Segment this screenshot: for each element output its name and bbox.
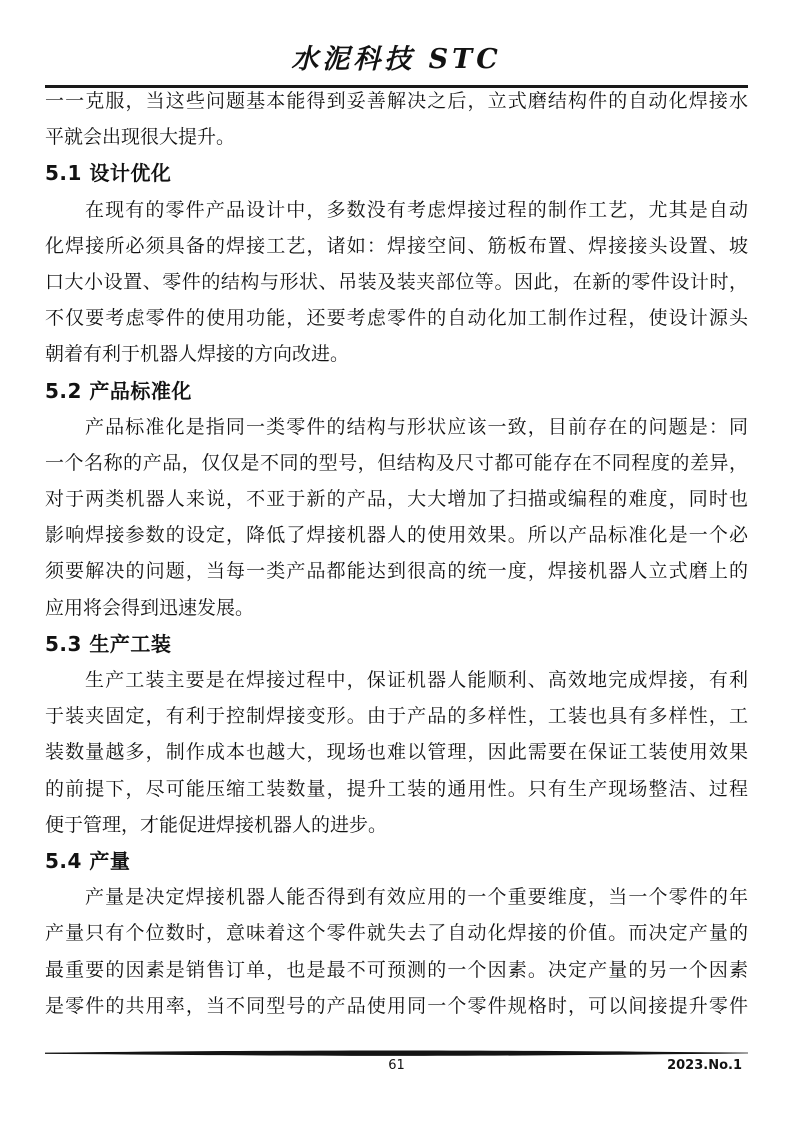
page-number: 61 — [388, 1058, 405, 1073]
paragraph — [45, 192, 748, 373]
text-line: 产量是决定焊接机器人能否得到有效应用的一个重要维度，当一个零件的年 — [85, 886, 748, 909]
paragraph — [45, 662, 748, 843]
text-line: 装数量越多，制作成本也越大，现场也难以管理，因此需要在保证工装使用效果 — [45, 741, 748, 764]
text-line: 是零件的共用率，当不同型号的产品使用同一个零件规格时，可以间接提升零件 — [45, 994, 748, 1017]
text-line: 不仅要考虑零件的使用功能，还要考虑零件的自动化加工制作过程，使设计源头 — [45, 307, 748, 330]
text-line: 一个名称的产品，仅仅是不同的型号，但结构及尺寸都可能存在不同程度的差异， — [45, 451, 748, 474]
text-line: 产品标准化是指同一类零件的结构与形状应该一致，目前存在的问题是：同 — [85, 415, 748, 438]
text-line: 最重要的因素是销售订单，也是最不可预测的一个因素。决定产量的另一个因素 — [45, 958, 748, 981]
text-line: 须要解决的问题，当每一类产品都能达到很高的统一度，焊接机器人立式磨上的 — [45, 560, 748, 583]
page-header — [45, 40, 748, 80]
paragraph — [45, 879, 748, 1024]
section-heading: 5.2 产品标准化 — [45, 378, 192, 403]
text-line: 便于管理，才能促进焊接机器人的进步。 — [45, 813, 388, 836]
text-line: 口大小设置、零件的结构与形状、吊装及装夹部位等。因此，在新的零件设计时， — [45, 270, 748, 293]
text-line: 化焊接所必须具备的焊接工艺，诸如：焊接空间、筋板布置、焊接接头设置、坡 — [45, 234, 748, 257]
page-footer — [45, 1050, 748, 1076]
footer-rule — [45, 1050, 748, 1057]
paragraph — [45, 409, 748, 626]
text-line: 一一克服，当这些问题基本能得到妥善解决之后，立式磨结构件的自动化焊接水 — [45, 90, 748, 112]
text-line: 生产工装主要是在焊接过程中，保证机器人能顺利、高效地完成焊接，有利 — [85, 669, 748, 691]
footer-text-row — [45, 1058, 748, 1076]
text-line: 影响焊接参数的设定，降低了焊接机器人的使用效果。所以产品标准化是一个必 — [45, 524, 748, 547]
paragraph — [45, 83, 748, 155]
journal-title: 水泥科技 STC — [291, 44, 502, 75]
issue-label: 2023.No.1 — [667, 1058, 742, 1073]
document-body — [45, 83, 748, 1024]
text-line: 对于两类机器人来说，不亚于新的产品，大大增加了扫描或编程的难度，同时也 — [45, 488, 748, 511]
text-line: 应用将会得到迅速发展。 — [45, 596, 255, 619]
text-line: 产量只有个位数时，意味着这个零件就失去了自动化焊接的价值。而决定产量的 — [45, 922, 748, 945]
section-heading: 5.1 设计优化 — [45, 161, 172, 186]
text-line: 于装夹固定，有利于控制焊接变形。由于产品的多样性，工装也具有多样性，工 — [45, 705, 748, 728]
section-heading: 5.4 产量 — [45, 848, 131, 873]
section-heading: 5.3 生产工装 — [45, 631, 172, 656]
text-line: 平就会出现很大提升。 — [45, 126, 236, 149]
text-line: 的前提下，尽可能压缩工装数量，提升工装的通用性。只有生产现场整洁、过程 — [45, 777, 748, 800]
text-line: 朝着有利于机器人焊接的方向改进。 — [45, 343, 350, 366]
text-line: 在现有的零件产品设计中，多数没有考虑焊接过程的制作工艺，尤其是自动 — [85, 198, 748, 221]
